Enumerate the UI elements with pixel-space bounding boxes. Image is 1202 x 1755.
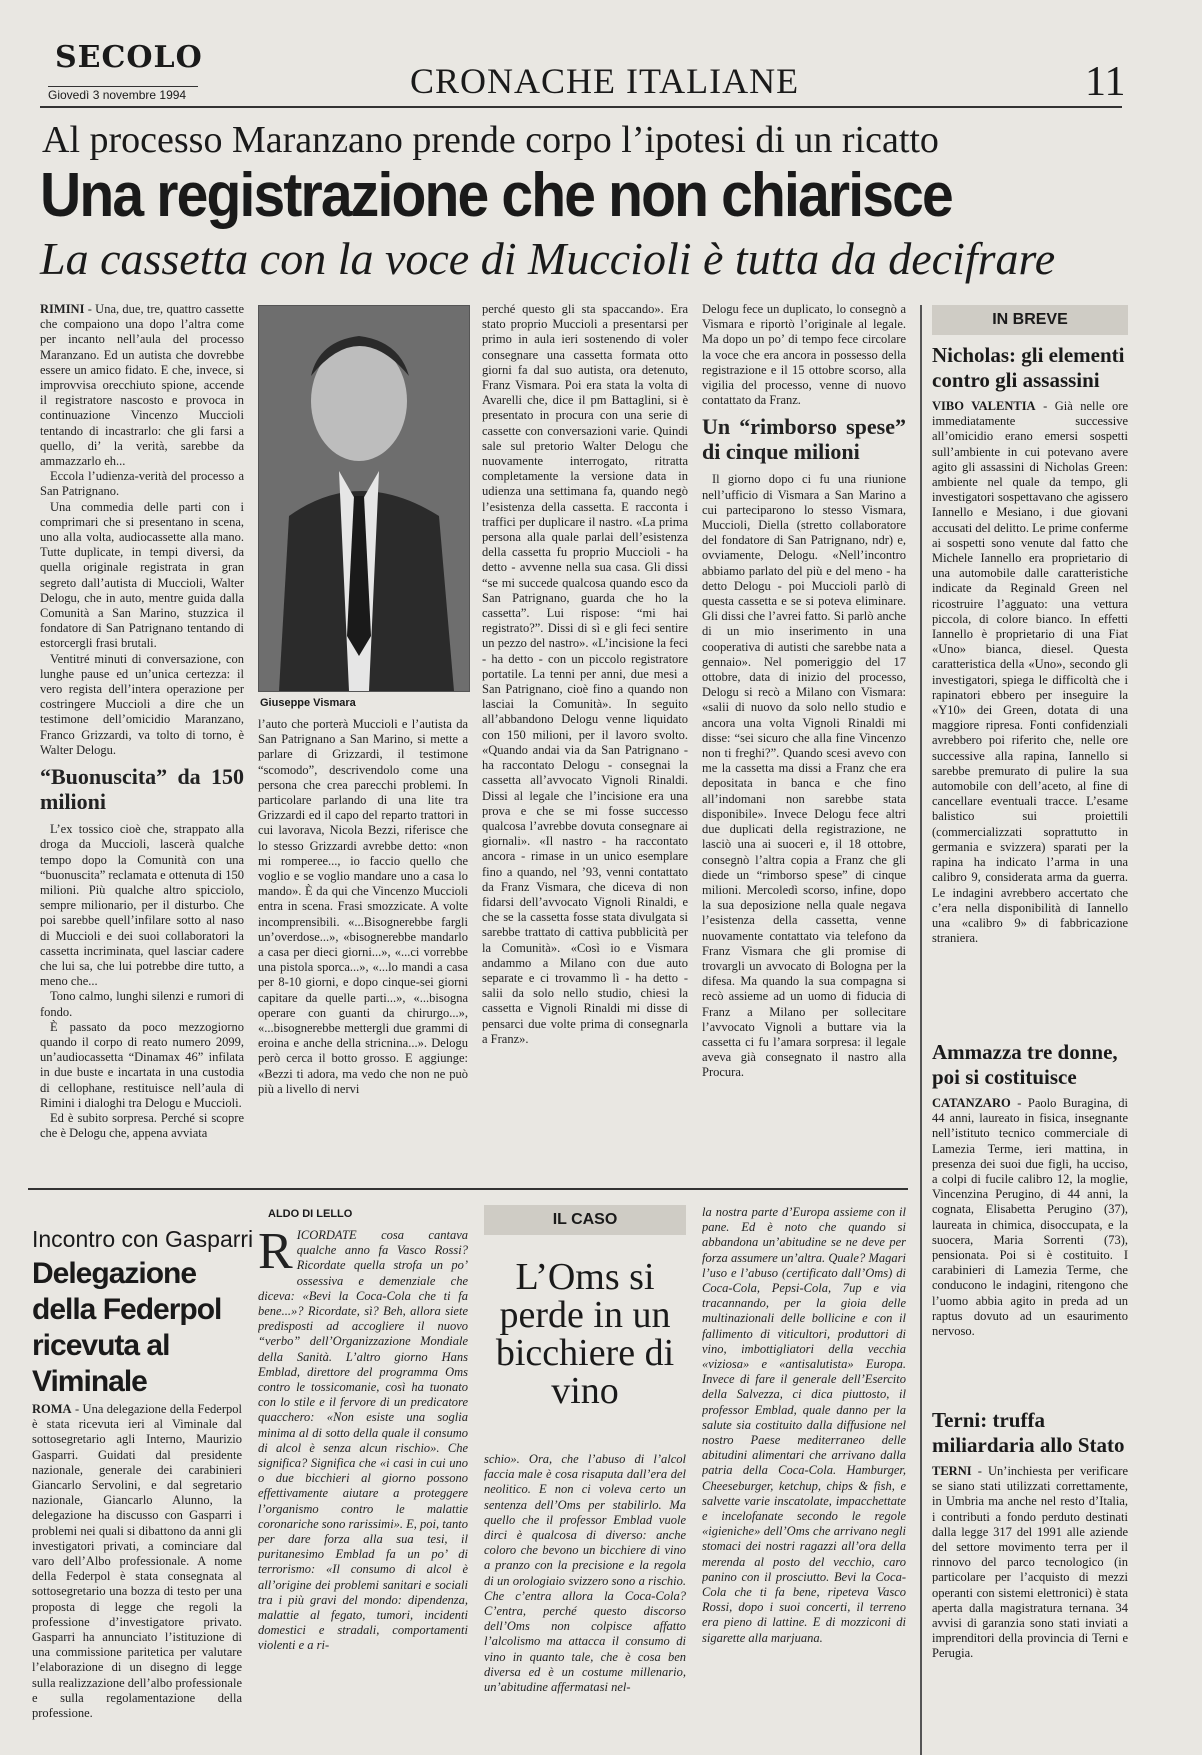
main-kicker: Al processo Maranzano prende corpo l’ipotesi di un ricatto — [42, 119, 939, 161]
oms-byline: ALDO DI LELLO — [268, 1208, 353, 1220]
main-headline: Una registrazione che non chiarisce — [40, 161, 952, 230]
page-number: 11 — [1085, 59, 1126, 105]
in-breve-label: IN BREVE — [932, 305, 1128, 335]
main-col1-p8: Ed è subito sorpresa. Perché si scopre che è Delogu che, appena avviata — [40, 1110, 244, 1141]
main-col3-text: perché questo gli sta spaccando». Era stato proprio Muccioli a presentarsi per primo in aula ieri sostenendo di voler consegnare una cassetta formata otto giorni fa dal suo autista, ora detenuto, Franz Vismara. Poi era stata la volta di Avarelli che, dice il pm Battaglini, si è presentato in procura con una serie di cassette con conversazioni varie. Quindi sale sul pretorio Walter Delogu che nuovamente interrogato, ritratta completamente la versione data in udienza una settimana fa, quando negò l’esistenza della cassetta. E racconta i traffici per duplicare il nastro. «La prima persona alla quale parlai dell’esistenza della cassetta fu proprio Muccioli - ha detto - avvenne nella sua casa. Gli dissi “se mi succede qualcosa quando esco da San Patrignano, guarda che ho la cassetta”. Lui rispose: “mi hai registrato?”. Dissi di sì e gli feci sentire un pezzo del nastro». «L’incisione la feci - ha detto - con un piccolo registratore portatile. La tenni per anni, due mesi a San Patrignano, cioè fino a quando non lasciai la Comunità». In seguito all’abbandono Delogu venne liquidato con 150 milioni, per il lavoro svolto. «Quando andai via da San Patrignano - ha raccontato Delogu - consegnai la cassetta all’avvocato Vignoli Rinaldi. Dissi al legale che l’incisione era una prova e che se mi fosse successo qualcosa l’avrebbe dovuta consegnare ai giornali». «Il nastro - ha raccontato ancora - rimase in un unico esemplare fino a quando, nel ’93, venni contattato da Franz Vismara, che diceva di non fidarsi dell’avvocato Vignoli Rinaldi, e che se la cassetta fosse stata divulgata si sarebbe trattato di cattiva pubblicità per la Comunità». «Così io e Vismara andammo a Milano con due auto separate e ci trovammo lì - ha detto - salii da solo nello studio, chiesi la cassetta e Vignoli Rinaldi mi disse di pensarci due volte prima di consegnarla a Franz». — [482, 302, 688, 1046]
main-column-1 — [40, 302, 244, 1170]
main-subhead-rimborso: Un “rimborso spese” di cinque milioni — [702, 414, 906, 465]
oms-headline: L’Oms si perde in un bicchiere di vino — [495, 1256, 675, 1412]
lower-section-rule — [28, 1188, 908, 1190]
oms-dropcap: R — [258, 1228, 293, 1280]
federpol-headline: Delegazione della Federpol ricevuta al Viminale — [32, 1257, 222, 1398]
brief-3-title: Terni: truffa miliardaria allo Stato — [932, 1408, 1125, 1457]
brief-3-body — [932, 1464, 1128, 1724]
main-col2-text: l’auto che porterà Muccioli e l’autista da San Patrignano a San Marino, si mette a parlare di Grizzardi, il testimone “scomodo”, descrivendolo come una persona che crea parecchi problemi. In particolare parlando di una lite tra Grizzardi ed il capo del reparto trattori in cui lavorava, Nicola Bezzi, riferisce che lo stesso Grizzardi avrebbe detto: «non mi romperee..., io faccio quello che voglio e se voglio mandare uno a casa lo mando». È da qui che Vincenzo Muccioli entra in scena. Frasi smozzicate. A volte incomprensibili. «...Bisognerebbe fargli un’overdose...», «bisognerebbe mandarlo a casa per dieci giorni...», «...ci vorrebbe una pistola sporca...», «...lo mandi a casa per 8-10 giorni, e dopo cinque-sei giorni capitare da quelle parti...», «...bisogna operare con guanti da chirurgo...», «...bisognerebbe mettergli due grammi di eroina e anche della stricnina...». Delogu però cerca il botto grosso. E aggiunge: «Bezzi ti adora, ma vedo che non ne può più a livello di nervi — [258, 717, 468, 1096]
main-column-2 — [258, 717, 468, 1170]
brief-1-dateline: VIBO VALENTIA — [932, 399, 1036, 413]
in-breve-column — [920, 305, 1128, 1755]
brief-1-text: - Già nelle ore immediatamente successive all’omicidio erano emersi sospetti sull’ambiente in cui potevano avere agito gli assassini di Nicholas Green: ambiente nel quale da tempo, gli investigatori sospettavano che agissero Iannello e Mesiano, i due giovani accusati del delitto. Le prime conferme ai sospetti sono venute dal fatto che Michele Iannello era proprietario di una automobile dalle caratteristiche indicate da Reginald Green nel ricostruire l’agguato: una vettura piccola, di colore bianco. In effetti Iannello è proprietario di una Fiat «Uno» bianca, diesel. Questa caratteristica della «Uno», secondo gli investigatori, spiega le difficoltà che i rapinatori ebbero per inseguire la «Y10» dei Green, dotata di una maggiore ripresa. Fonti confidenziali avrebbero poi riferito che, nelle ore successive alla rapina, Iannello si sarebbe premurato di pulire la sua automobile con dell’aceto, al fine di cancellare eventuali tracce. L’esame balistico sui proiettili (commercializzati soprattutto in germania e svizzera) sparati per la rapina ha indicato l’arma in una calibro 9, considerata arma da guerra. Le indagini avrebbero accertato che c’era nella disponibilità di Iannello una «calibro 9» di fabbricazione straniera. — [932, 399, 1128, 946]
portrait-illustration — [259, 306, 469, 691]
federpol-text: - Una delegazione della Federpol è stata ricevuta ieri al Viminale dal sottosegretario agli Interno, Maurizio Gasparri. Guidati dal presidente nazionale, generale dei carabinieri Giancarlo Servolini, e dal segretario nazionale, Giancarlo Alunno, la delegazione ha discusso con Gasparri i problemi nei quali si dibattono da anni gli investigatori privati, a cominciare dal varo dell’Albo professionale. A nome della Federpol è stata consegnata al sottosegretario una bozza di testo per una proposta di legge che regoli la professione d’investigatore privato. Gasparri ha annunciato l’istituzione di una commissione paritetica per valutare l’elaborazione di un disegno di legge sulla realizzazione dell’albo professionale e sulla regolamentazione della professione. — [32, 1402, 242, 1721]
brief-2-title: Ammazza tre donne, poi si costituisce — [932, 1040, 1118, 1089]
federpol-body — [32, 1402, 242, 1752]
brief-3-text: - Un’inchiesta per verificare se siano stati utilizzati correttamente, in Umbria ma anche nel resto d’Italia, i contributi a fondo perduto destinati dalla legge 317 del 1991 alle aziende del settore movimento terra per il rinnovo del parco tecnologico (in particolare per l’acquisto di mezzi operanti con sistemi elettronici) è stata aperta dalla magistratura ternana. 34 avvisi di garanzia sono stati inviati a imprenditori della provincia di Terni e Perugia. — [932, 1464, 1128, 1661]
portrait-photo — [258, 305, 470, 692]
main-column-4 — [702, 302, 906, 1170]
photo-caption: Giuseppe Vismara — [260, 697, 356, 709]
il-caso-label: IL CASO — [484, 1205, 686, 1235]
main-col1-p3: Una commedia delle parti con i comprimari che si presentano in scena, uno alla volta, audiocassette alla mano. Tutte duplicate, in tempi diversi, da quella originale registrata in gran segreto dall’autista di Muccioli, Walter Delogu, che in auto, mentre guida dalla Comunità a San Marino, stuzzica il fondatore di San Patrignano tentando di estorcergli frasi brutali. — [40, 499, 244, 651]
main-col1-p2: Eccola l’udienza-verità del processo a San Patrignano. — [40, 469, 244, 499]
main-col1-p5: L’ex tossico cioè che, strappato alla droga da Muccioli, lascerà qualche tempo dopo la Comunità con una “buonuscita” reclamata e ottenuta di 150 milioni. Più qualche altro spicciolo, sempre milionario, per il disturbo. Che poi sarebbe quell’infilare sotto al naso di Muccioli e dei suoi collaboratori la cassetta incriminata, quel lasciar cadere che lui sa, che lui potrebbe dire tutto, a meno che... — [40, 822, 244, 989]
main-column-3 — [482, 302, 688, 1170]
main-col4-p1: Delogu fece un duplicato, lo consegnò a Vismara e riportò l’originale al legale. Ma dopo un po’ di tempo fece circolare la voce che era ancora in possesso della registrazione e il 15 ottobre scorso, alla vigilia del processo, venne di nuovo contattato da Franz. — [702, 302, 906, 408]
issue-date: Giovedì 3 novembre 1994 — [48, 86, 198, 102]
main-dateline: RIMINI — [40, 302, 85, 316]
brief-2-text: - Paolo Buragina, di 44 anni, laureato in fisica, insegnante nell’istituto tecnico commerciale di Lamezia Terme, ieri mattina, in presenza dei suoi due figli, ha ucciso, a colpi di fucile calibro 12, la moglie, Vincenzina Perugino, di 44 anni, la cognata, Elisabetta Perugino (37), laureata in chimica, disoccupata, e la suocera, Maria Sorrenti (73), pensionata. Poi si è costituito. I carabinieri di Lamezia Terme, che conducono le indagini, ritengono che l’uomo abbia agito in preda ad un raptus dovuto ad un esaurimento nervoso. — [932, 1096, 1128, 1339]
oms-col2-text: schio». Ora, che l’abuso di l’alcol faccia male è cosa risaputa dall’era del neolitico. E non ci voleva certo un sentenza dell’Oms per stabilirlo. Ma quello che il professor Emblad vuole dirci è qualcosa di diverso: anche coloro che bevono un bicchiere di vino a pranzo con la precisione e la regola di un orologiaio svizzero sono a rischio. Che c’entra allora la Coca-Cola? C’entra, perché questo discorso dell’Oms non colpisce affatto l’alcolismo ma attacca il consumo di vino in quanto tale, che è cosa ben diversa ed è un costume millenario, un’abitudine affermatasi nel- — [484, 1452, 686, 1695]
brief-2-body — [932, 1096, 1128, 1400]
brief-2-dateline: CATANZARO — [932, 1096, 1011, 1110]
il-caso-box — [484, 1205, 686, 1235]
oms-column-1 — [258, 1228, 468, 1752]
main-col1-p6: Tono calmo, lunghi silenzi e rumori di fondo. — [40, 989, 244, 1019]
brief-1-body — [932, 399, 1128, 1032]
main-col1-p7: È passato da poco mezzogiorno quando il corpo di reato numero 2099, un’audiocassetta “Dinamax 46” infilata in due buste e incartata in una custodia di cellophane, restituisce nell’aula di Rimini i dialoghi tra Delogu e Muccioli. — [40, 1019, 244, 1110]
main-subheadline: La cassetta con la voce di Muccioli è tutta da decifrare — [40, 233, 1056, 284]
oms-col3-text: la nostra parte d’Europa assieme con il pane. Ed è noto che quando si abbandona un’abitudine se ne deve per forza assumere un’altra. Quale? Magari l’uso e l’abuso (certificato dall’Oms) di Coca-Cola, Pepsi-Cola, 7up e via tracannando, per la gioia delle multinazionali delle bollicine e con il fallimento di viticultori, produttori di vino, imbottigliatori della vecchia «viziosa» e «antisalutista» Europa. Invece di fare il generale dell’Esercito della Salvezza, ci dica piuttosto, il professor Emblad, quale danno per la salute sia costituito dalla diffusione nel nostro Paese mediterraneo delle abitudini alimentari che arrivano dalla patria della Coca-Cola. Hamburger, Cheeseburger, ketchup, chips & fish, e salvette varie inscatolate, impacchettate e incelofanate secondo le regole «igieniche» dell’Oms che arrivano negli stomaci dei nostri ragazzi all’ora della merenda al posto del vecchio, caro panino con il prosciutto. Bevi la Coca-Cola che ti fa bene, ripeteva Vasco Rossi, dopo i suoi concerti, il terreno era pieno di lattine. E di mozziconi di sigarette alla marjuana. — [702, 1205, 906, 1645]
main-subhead-buonuscita: “Buonuscita” da 150 milioni — [40, 764, 244, 815]
brief-3-dateline: TERNI — [932, 1464, 972, 1478]
main-col4-p2: Il giorno dopo ci fu una riunione nell’ufficio di Vismara a San Marino a cui parteciparono lo stesso Vismara, Muccioli, Diella (stretto collaboratore del fondatore di San Patrignano, ndr) e, ovviamente, Delogu. «Nell’incontro abbiamo parlato del più e del meno - ha detto Delogu - poi Muccioli parlò di questa cassetta e se si poteva eliminare. Gli dissi che l’avrei fatto. Si parlò anche di un mio inserimento in una cooperativa di autisti che sarebbe nata a gennaio». Nel pomeriggio del 17 ottobre, data di inizio del processo, Delogu si recò a Milano con Vismara: «salii di nuovo da solo nello studio e ancora una volta Vignoli Rinaldi mi disse: “sei sicuro che alla fine Vincenzo non ti freghi?”. Quando scesi avevo con me la cassetta ma dissi a Franz che era depositata in banca e che fino all’indomani non sarebbe stata disponibile». Invece Delogu fece altri due duplicati della registrazione, ne lasciò una ai suoceri e, il 18 ottobre, consegnò l’altra copia a Franz che gli diede un “rimborso spese” di cinque milioni. Mercoledì scorso, infine, dopo la sua deposizione nella quale negava l’esistenza della cassetta, venne nuovamente contattato via telefono da Franz Vismara che gli promise di trovargli un avvocato di Bologna per la difesa. Ma quando la sua compagna si recò assieme ad un uomo di fiducia di Franz a Milano per sollecitare l’avvocato Vignoli a buttare via la cassetta ci fu l’amara sorpresa: il legale aveva già consegnato il nastro alla Procura. — [702, 472, 906, 1080]
brief-1-title: Nicholas: gli elementi contro gli assassini — [932, 343, 1125, 392]
main-col1-p1: - Una, due, tre, quattro cassette che compaiono una dopo l’altra come per incanto nell’aula del processo Maranzano. Ed un autista che dovrebbe essere un amico fidato. E che, invece, si improvvisa orecchiuto spione, accende il registratore nascosto e provoca in continuazione Vincenzo Muccioli tentando di incastrarlo: che gli farsi a quello, di’ la verità, sarebbe da ammazzarlo eh... — [40, 302, 244, 469]
newspaper-logo: SECOLO — [55, 40, 203, 75]
oms-column-2 — [484, 1452, 686, 1752]
federpol-dateline: ROMA — [32, 1402, 72, 1416]
oms-col1-text: ICORDATE cosa cantava qualche anno fa Vasco Rossi? Ricordate quella strofa un po’ ossessiva e demenziale che diceva: «Bevi la Coca-Cola che ti fa bene...»? Ricordate, sì? Beh, allora siete predisposti ad accogliere il nuovo “verbo” dell’Organizzazione Mondiale della Sanità. L’altro giorno Hans Emblad, direttore del programma Oms contro le tossicomanie, così ha tuonato con lo stile e il fervore di un predicatore quacchero: «Non esiste una soglia minima al di sotto della quale il consumo di alcol è senza alcun rischio». Che significa? Significa che «i casi in cui uno o due bicchieri al giorno possono effettivamente aiutare a proteggere l’organismo contro le malattie coronariche sono rarissimi». E, poi, tanto per dare forza alla sua tesi, il puritanesimo Emblad fa un po’ di terrorismo: «Il consumo di alcol è all’origine dei problemi sanitari e sociali tra i più gravi del mondo: dipendenza, malattie al fegato, tumori, incidenti domestici e stradali, comportamenti violenti e a ri- — [258, 1228, 468, 1653]
section-title: CRONACHE ITALIANE — [410, 61, 800, 101]
federpol-kicker: Incontro con Gasparri — [32, 1226, 254, 1252]
main-col1-p4: Ventitré minuti di conversazione, con lunghe pause ed un’unica certezza: il vero regista dell’intera operazione per costringere Muccioli a dire che un testimone dell’omicidio Maranzano, Franco Grizzardi, va tolto di torno, è Walter Delogu. — [40, 651, 244, 757]
masthead-rule — [40, 106, 1122, 108]
oms-column-3 — [702, 1205, 906, 1752]
